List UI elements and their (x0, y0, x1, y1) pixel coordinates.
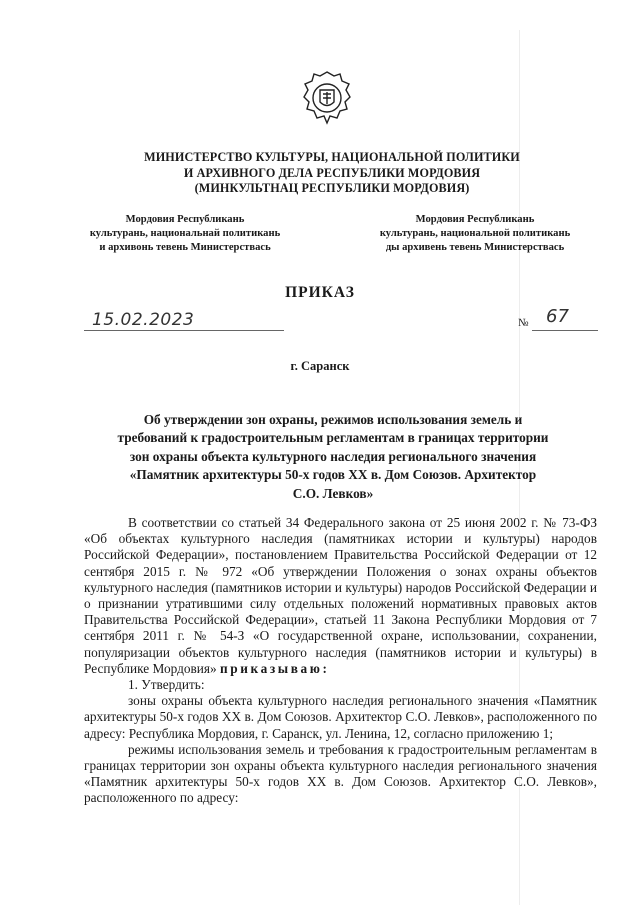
erzya-line: ды архивень тевень Министерствась (385, 241, 565, 253)
orders-word: приказываю: (220, 660, 330, 676)
title-line: требований к градостроительным регламентам в границах территории (117, 430, 549, 446)
coat-of-arms-emblem (302, 70, 352, 126)
ministry-name-erzya (350, 213, 600, 254)
ministry-header (60, 150, 604, 197)
ministry-short-name: (МИНКУЛЬТНАЦ РЕСПУБЛИКИ МОРДОВИЯ) (194, 181, 470, 195)
erzya-line: Мордовия Республикань (415, 214, 535, 225)
ministry-name-line2: И АРХИВНОГО ДЕЛА РЕСПУБЛИКИ МОРДОВИЯ (183, 165, 481, 180)
document-number: 67 (546, 306, 569, 327)
moksha-line: Мордовия Республикань (125, 214, 245, 225)
number-underline (532, 330, 598, 331)
title-line: С.О. Левков» (292, 485, 374, 501)
item-1-regimes: режимы использования земель и требования к градостроительным регламентам в границах территории зон охраны объекта культурного наследия регионального значения «Памятник архитектуры 50-х годов ХХ в. Дом Союзов. Архитектор С.О. Левков», расположенного по адресу: (84, 741, 597, 806)
erzya-line: культурань, национальной политикань (379, 227, 571, 239)
document-date: 15.02.2023 (92, 310, 195, 330)
title-line: «Памятник архитектуры 50-х годов ХХ в. Дом Союзов. Архитектор (129, 467, 537, 483)
document-title (72, 411, 594, 503)
preamble-text: В соответствии со статьей 34 Федерального закона от 25 июня 2002 г. № 73-ФЗ «Об объектах культурного наследия (памятниках истории и культуры) народов Российской Федерации», постановлением Правительства Российской Федерации от 12 сентября 2015 г. № 972 «Об утверждении Положения о зонах охраны объектов культурного наследия (памятников истории и культуры) народов Российской Федерации и о признании утратившими силу отдельных положений нормативных правовых актов Правительства Российской Федерации», статьей 11 Закона Республики Мордовия от 7 сентября 2011 г. № 54-З «О государственной охране, использовании, сохранении, популяризации объектов культурного наследия (памятников истории и культуры) в Республике Мордовия» (84, 515, 597, 676)
title-line: зон охраны объекта культурного наследия регионального значения (129, 448, 537, 464)
item-1-zones: зоны охраны объекта культурного наследия регионального значения «Памятник архитектуры 50-х годов ХХ в. Дом Союзов. Архитектор С.О. Левков», расположенного по адресу: Республика Мордовия, г. Саранск, ул. Ленина, 12, согласно приложению 1; (84, 693, 597, 741)
document-body (84, 515, 597, 807)
number-label: № (518, 317, 529, 329)
document-city: г. Саранск (290, 359, 350, 373)
ministry-name-moksha (85, 213, 285, 254)
moksha-line: и архивонь тевень Министерствась (99, 241, 271, 253)
ministry-name-line1: МИНИСТЕРСТВО КУЛЬТУРЫ, НАЦИОНАЛЬНОЙ ПОЛИТИКИ (144, 150, 520, 164)
title-line: Об утверждении зон охраны, режимов использования земель и (143, 412, 523, 427)
item-1: 1. Утвердить: (128, 677, 205, 693)
document-type: ПРИКАЗ (285, 284, 355, 301)
moksha-line: культурань, национальнай политикань (89, 227, 281, 239)
date-underline (84, 330, 284, 331)
preamble-paragraph (84, 515, 597, 677)
